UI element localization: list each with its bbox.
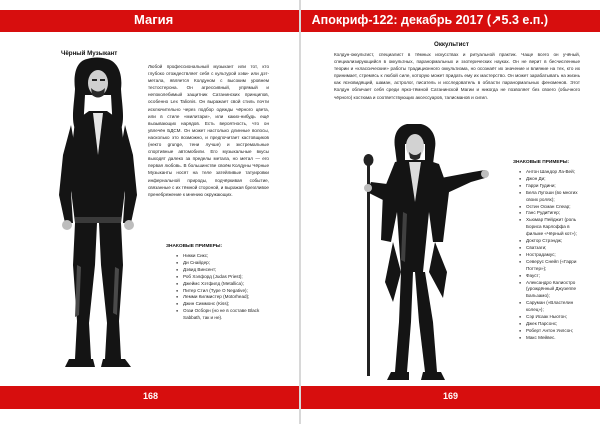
left-description: Любой профессиональный музыкант или тот, кто глубоко отождествляет себя с культурой хэви- или дэт-метала, является Колдуном с высоким уровнем тестостерона. Он агрессивный, упрямый и непоколебимый защитник Сатанинских принципов, особенно Lex Talionis. Он выражает свой стиль почти исключительно через подбор одежды чёрного цвета, или в стиле «милитари», или каких-нибудь ещё вызывающих нарядов. Есть вероятность, что он увлечён БДСМ. Он может настолько длинные волосы, насколько это возможно, и предпочитает кастовщиков (некто grunge, тени лучше) и экстремальные спортивные автомобили. Его музыкальные вкусы выходят далеко за пределы метала, но метал — его первая любовь. В большинстве своём Колдуны Чёрные Музыканты носят на теле затейливые татуировки инфернальной природы, подчёркивая событие, связанные с их тёмной стороной, и выражая брезгливое пренебрежение к мнению окружающих. [148, 64, 269, 197]
list-item: ● Джон Ди; [519, 176, 581, 183]
list-item: ● Александро Калиостро (урождённый Джузеппе Бальзамо); [519, 280, 581, 301]
list-item: ● Макс Мейвес. [519, 335, 581, 342]
list-item: ● Северус Снейп («Гарри Поттер»); [519, 259, 581, 273]
list-item: ● Джек Парсонс; [519, 321, 581, 328]
list-item: ● Джеймс Хэтфилд (Metallica); [176, 281, 271, 288]
list-item: ● Сватзаги; [519, 245, 581, 252]
list-item: ● Гарри Гудини; [519, 183, 581, 190]
list-item: ● Бела Лугоши (во многих своих ролях); [519, 190, 581, 204]
list-item: ● Дэвид Винсент; [176, 267, 271, 274]
list-item: ● Питер Стил (Type O Negative); [176, 288, 271, 295]
list-item: ● Доктор Стрэндж; [519, 238, 581, 245]
list-item: ● Сэр Исаак Ньютон; [519, 314, 581, 321]
list-item: ● Антон Шандор Ла-Вей; [519, 169, 581, 176]
right-page-number: 169 [443, 391, 459, 401]
list-item: ● Саруман («Властелин колец»); [519, 300, 581, 314]
list-item: ● Лемми Килмистер (Motorhead); [176, 294, 271, 301]
list-item: ● Нострадамус; [519, 252, 581, 259]
list-item: ● Ди Снайдер; [176, 260, 271, 267]
left-section-title: Чёрный Музыкант [61, 50, 118, 57]
occultist-illustration [353, 122, 491, 384]
list-item: ● Никки Сикс; [176, 253, 271, 260]
right-examples-list [519, 169, 581, 342]
right-description: Колдун-оккультист, специалист в тёмных искусствах и ритуальной практик. Чаще всего он учёный, специализирующийся в оккультных, паранормальных и эзотерических науках. Он не верит в бесчисленные теории и «классические» работы традиционного оккультизма, но осознаёт их значение и влияние на тех, кто их принимает, стремясь к любой силе, которую может придать ему их мастерство. Он может зарабатывать на жизнь как ясновидящий, шаман, астролог, писатель и исследователь в области паранормальных феноменов. Этот Колдун обличает себя среди ярко-тёмной Сатанинской Магии и никогда не позволяет без своего (обычного чёрного) костюма и соответствующих аксессуаров, талисманов и сигил. [334, 52, 580, 100]
list-item: ● Фауст; [519, 273, 581, 280]
right-header-title: Апокриф-122: декабрь 2017 (↗5.3 е.п.) [311, 13, 548, 27]
right-examples-title: ЗНАКОВЫЕ ПРИМЕРЫ: [513, 160, 570, 165]
left-header-title: Магия [134, 12, 174, 27]
left-examples-title: ЗНАКОВЫЕ ПРИМЕРЫ: [166, 244, 223, 249]
list-item: ● Джин Симмонс (Kiss); [176, 301, 271, 308]
list-item: ● Остин Осман Спеар; [519, 204, 581, 211]
left-page-number: 168 [143, 391, 159, 401]
list-item: ● Оззи Осборн (но не в составе Black Sabbath, так и не). [176, 308, 271, 322]
list-item: ● Роберт Антон Уилсон; [519, 328, 581, 335]
right-section-title: Оккультист [434, 41, 469, 48]
list-item: ● Ганс РудиГигер; [519, 210, 581, 217]
left-examples-list [176, 253, 271, 322]
list-item: ● Хьюмар Пейджит (роль Бориса Карлоффа в фильме «Чёрный кот»); [519, 217, 581, 238]
list-item: ● Роб Хэлфорд (Judas Priest); [176, 274, 271, 281]
right-page [301, 0, 600, 424]
black-musician-illustration [55, 55, 141, 375]
